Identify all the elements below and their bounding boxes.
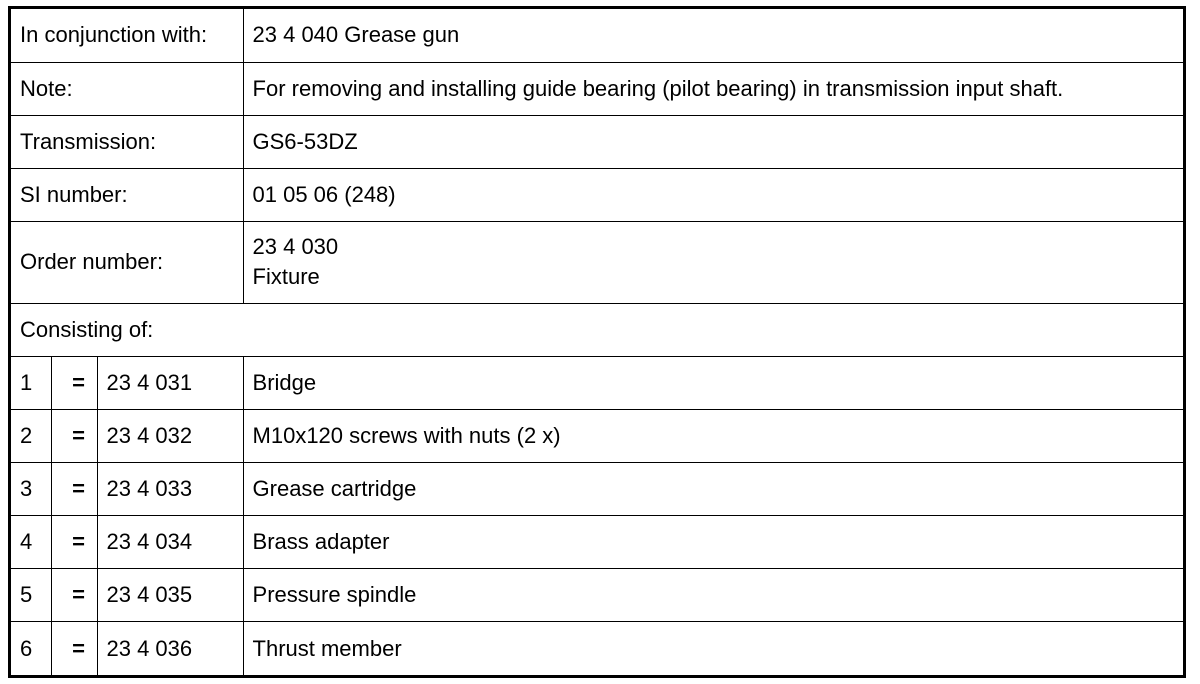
part-description: Thrust member	[243, 622, 1183, 675]
part-row	[11, 569, 1183, 622]
part-equals-sign: =	[51, 516, 97, 569]
part-number: 23 4 033	[97, 463, 243, 516]
part-equals-sign: =	[51, 357, 97, 410]
value-order-number	[243, 221, 1183, 303]
part-row	[11, 463, 1183, 516]
tool-spec-table	[11, 9, 1183, 675]
part-row	[11, 622, 1183, 675]
part-index: 6	[11, 622, 51, 675]
part-number: 23 4 036	[97, 622, 243, 675]
label-order-number: Order number:	[11, 221, 243, 303]
order-number: 23 4 030	[252, 234, 339, 260]
row-si-number	[11, 168, 1183, 221]
part-index: 5	[11, 569, 51, 622]
row-consisting-of	[11, 303, 1183, 356]
part-description: Bridge	[243, 357, 1183, 410]
label-si-number: SI number:	[11, 168, 243, 221]
part-index: 4	[11, 516, 51, 569]
part-number: 23 4 032	[97, 410, 243, 463]
part-number: 23 4 031	[97, 357, 243, 410]
value-in-conjunction-with: 23 4 040 Grease gun	[243, 9, 1183, 62]
row-transmission	[11, 115, 1183, 168]
part-equals-sign: =	[51, 622, 97, 675]
part-row	[11, 357, 1183, 410]
part-equals-sign: =	[51, 463, 97, 516]
part-description: Grease cartridge	[243, 463, 1183, 516]
label-in-conjunction-with: In conjunction with:	[11, 9, 243, 62]
value-note: For removing and installing guide bearing (pilot bearing) in transmission input shaft.	[243, 62, 1183, 115]
row-order-number	[11, 221, 1183, 303]
part-index: 1	[11, 357, 51, 410]
part-description: M10x120 screws with nuts (2 x)	[243, 410, 1183, 463]
label-transmission: Transmission:	[11, 115, 243, 168]
part-number: 23 4 035	[97, 569, 243, 622]
part-index: 3	[11, 463, 51, 516]
row-in-conjunction-with	[11, 9, 1183, 62]
part-row	[11, 516, 1183, 569]
part-index: 2	[11, 410, 51, 463]
part-number: 23 4 034	[97, 516, 243, 569]
value-si-number: 01 05 06 (248)	[243, 168, 1183, 221]
part-equals-sign: =	[51, 569, 97, 622]
value-transmission: GS6-53DZ	[243, 115, 1183, 168]
row-note	[11, 62, 1183, 115]
part-row	[11, 410, 1183, 463]
part-equals-sign: =	[51, 410, 97, 463]
order-item-name: Fixture	[252, 264, 320, 290]
part-description: Pressure spindle	[243, 569, 1183, 622]
tool-spec-sheet	[8, 6, 1186, 678]
part-description: Brass adapter	[243, 516, 1183, 569]
label-consisting-of: Consisting of:	[11, 303, 1183, 356]
label-note: Note:	[11, 62, 243, 115]
